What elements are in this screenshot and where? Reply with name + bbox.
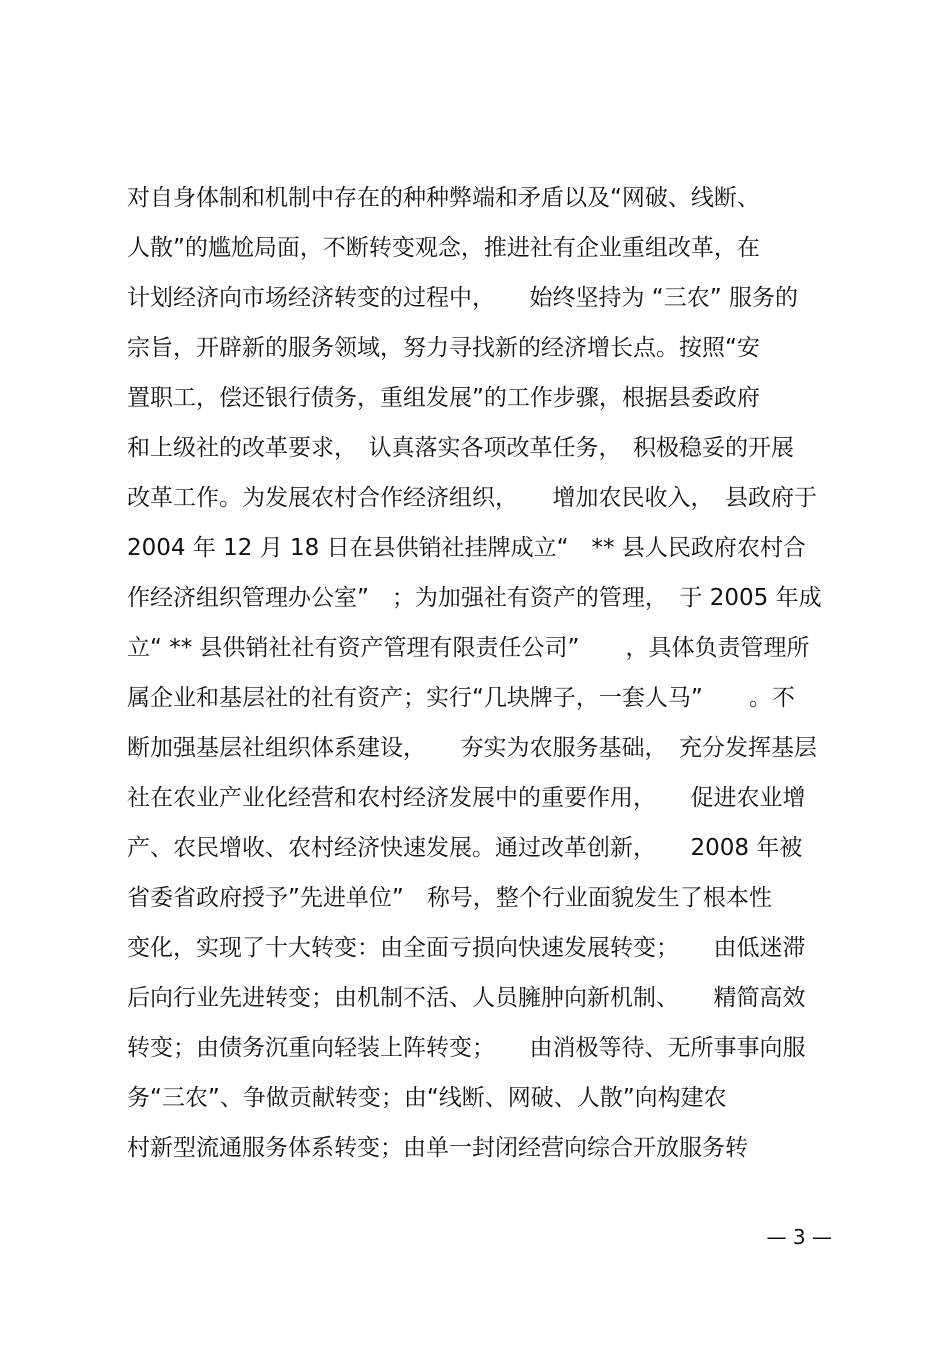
text-line: 立“ ** 县供销社社有资产管理有限责任公司” ，具体负责管理所 [127, 635, 810, 661]
text-line: 产、农民增收、农村经济快速发展。通过改革创新， 2008 年被 [127, 835, 803, 861]
text-line: 宗旨，开辟新的服务领域，努力寻找新的经济增长点。按照“安 [127, 335, 760, 361]
text-line: 后向行业先进转变；由机制不活、人员臃肿向新机制、 精简高效 [127, 985, 806, 1011]
text-line: 人散”的尴尬局面，不断转变观念，推进社有企业重组改革，在 [127, 235, 760, 261]
page-number: — 3 — [766, 1225, 832, 1249]
text-line: 社在农业产业化经营和农村经济发展中的重要作用， 促进农业增 [127, 785, 806, 811]
text-line: 计划经济向市场经济转变的过程中， 始终坚持为 “三农” 服务的 [127, 285, 798, 311]
text-line: 断加强基层社组织体系建设， 夯实为农服务基础， 充分发挥基层 [127, 735, 817, 761]
text-line: 务“三农”、争做贡献转变；由“线断、网破、人散”向构建农 [127, 1085, 727, 1111]
text-line: 作经济组织管理办公室” ；为加强社有资产的管理， 于 2005 年成 [127, 585, 822, 611]
text-line: 村新型流通服务体系转变；由单一封闭经营向综合开放服务转 [127, 1135, 748, 1161]
text-line: 对自身体制和机制中存在的种种弊端和矛盾以及“网破、线断、 [127, 185, 760, 211]
text-line: 2004 年 12 月 18 日在县供销社挂牌成立“ ** 县人民政府农村合 [127, 535, 806, 561]
text-line: 省委省政府授予”先进单位” 称号，整个行业面貌发生了根本性 [127, 885, 772, 911]
text-line: 改革工作。为发展农村合作经济组织， 增加农民收入， 县政府于 [127, 485, 817, 511]
text-line: 转变；由债务沉重向轻装上阵转变； 由消极等待、无所事事向服 [127, 1035, 806, 1061]
text-line: 变化，实现了十大转变：由全面亏损向快速发展转变； 由低迷滞 [127, 935, 806, 961]
text-line: 属企业和基层社的社有资产；实行“几块牌子，一套人马” 。不 [127, 685, 795, 711]
text-line: 置职工，偿还银行债务，重组发展”的工作步骤，根据县委政府 [127, 385, 760, 411]
body-text [127, 173, 837, 1173]
text-line: 和上级社的改革要求， 认真落实各项改革任务， 积极稳妥的开展 [127, 435, 794, 461]
